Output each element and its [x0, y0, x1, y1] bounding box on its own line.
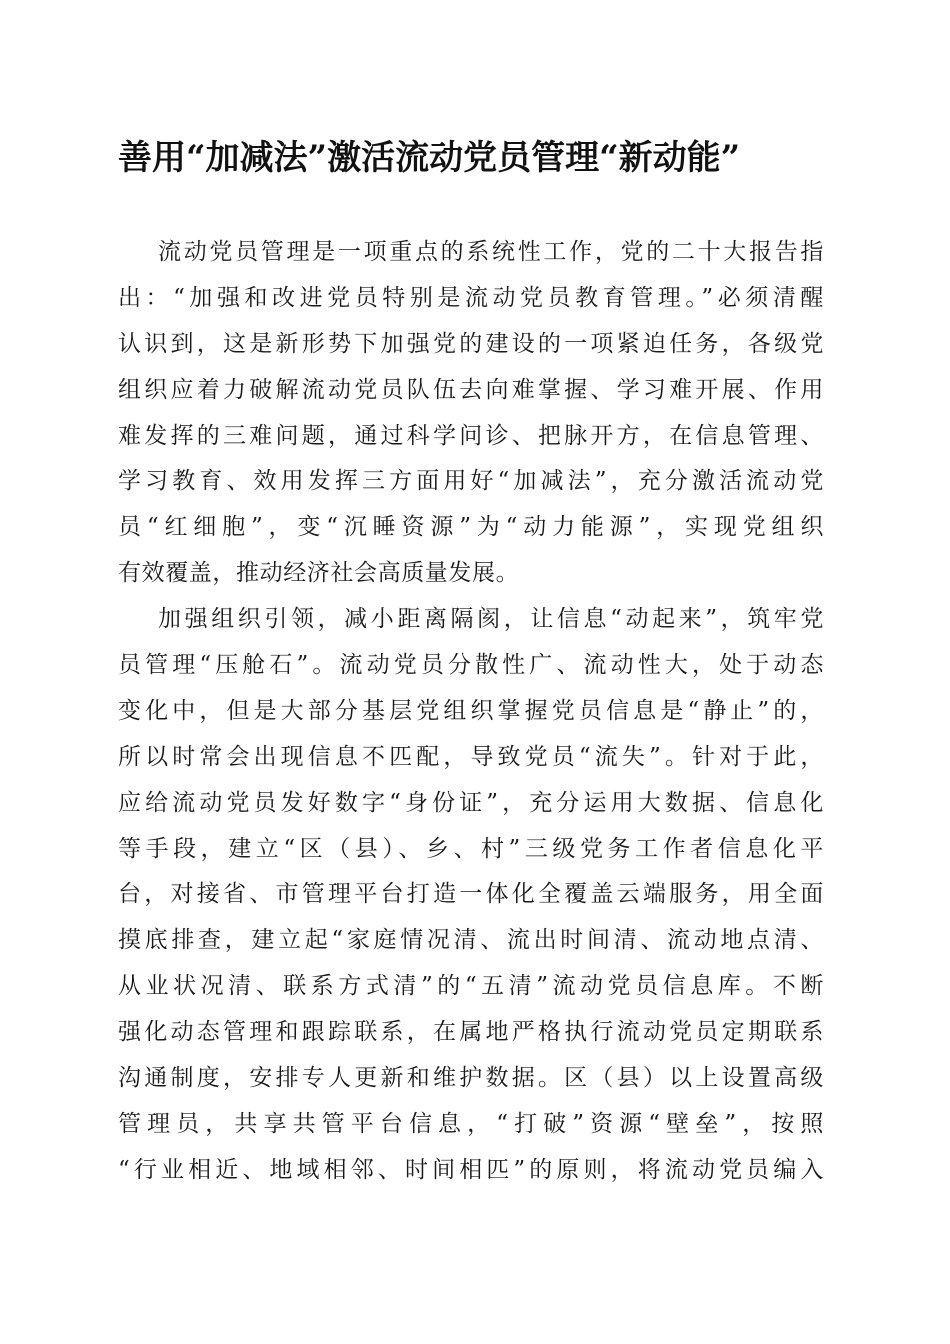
text-line: 员管理“压舱石”。流动党员分散性广、流动性大，处于动态	[118, 652, 824, 679]
paragraph-2	[118, 597, 824, 1194]
text-line: 加强组织引领，减小距离隔阂，让信息“动起来”，筑牢党	[158, 606, 824, 633]
text-line: 难发挥的三难问题，通过科学问诊、把脉开方，在信息管理、	[118, 422, 824, 449]
text-line: 所以时常会出现信息不匹配，导致党员“流失”。针对于此，	[118, 743, 824, 770]
text-line: 台，对接省、市管理平台打造一体化全覆盖云端服务，用全面	[118, 881, 824, 908]
text-line: 从业状况清、联系方式清”的“五清”流动党员信息库。不断	[118, 973, 824, 1000]
paragraph-1	[118, 230, 824, 597]
text-line: 流动党员管理是一项重点的系统性工作，党的二十大报告指	[158, 239, 824, 265]
document-body	[118, 230, 824, 1194]
text-line: “行业相近、地域相邻、时间相匹”的原则，将流动党员编入	[118, 1156, 824, 1183]
text-line: 员“红细胞”，变“沉睡资源”为“动力能源”，实现党组织	[118, 514, 824, 541]
text-line: 摸底排查，建立起“家庭情况清、流出时间清、流动地点清、	[118, 927, 824, 954]
text-line: 变化中，但是大部分基层党组织掌握党员信息是“静止”的，	[118, 697, 824, 724]
text-line: 沟通制度，安排专人更新和维护数据。区（县）以上设置高级	[118, 1065, 824, 1092]
text-line: 学习教育、效用发挥三方面用好“加减法”，充分激活流动党	[118, 468, 824, 495]
document-title: 善用“加减法”激活流动党员管理“新动能”	[118, 138, 741, 178]
text-line: 强化动态管理和跟踪联系，在属地严格执行流动党员定期联系	[118, 1019, 824, 1046]
text-line: 有效覆盖，推动经济社会高质量发展。	[118, 560, 520, 587]
text-line: 组织应着力破解流动党员队伍去向难掌握、学习难开展、作用	[118, 376, 824, 403]
text-line: 出：“加强和改进党员特别是流动党员教育管理。”必须清醒	[118, 284, 824, 311]
text-line: 等手段，建立“区（县）、乡、村”三级党务工作者信息化平	[118, 835, 824, 862]
text-line: 认识到，这是新形势下加强党的建设的一项紧迫任务，各级党	[118, 330, 824, 357]
text-line: 应给流动党员发好数字“身份证”，充分运用大数据、信息化	[118, 789, 824, 816]
text-line: 管理员，共享共管平台信息，“打破”资源“壁垒”，按照	[118, 1110, 824, 1137]
